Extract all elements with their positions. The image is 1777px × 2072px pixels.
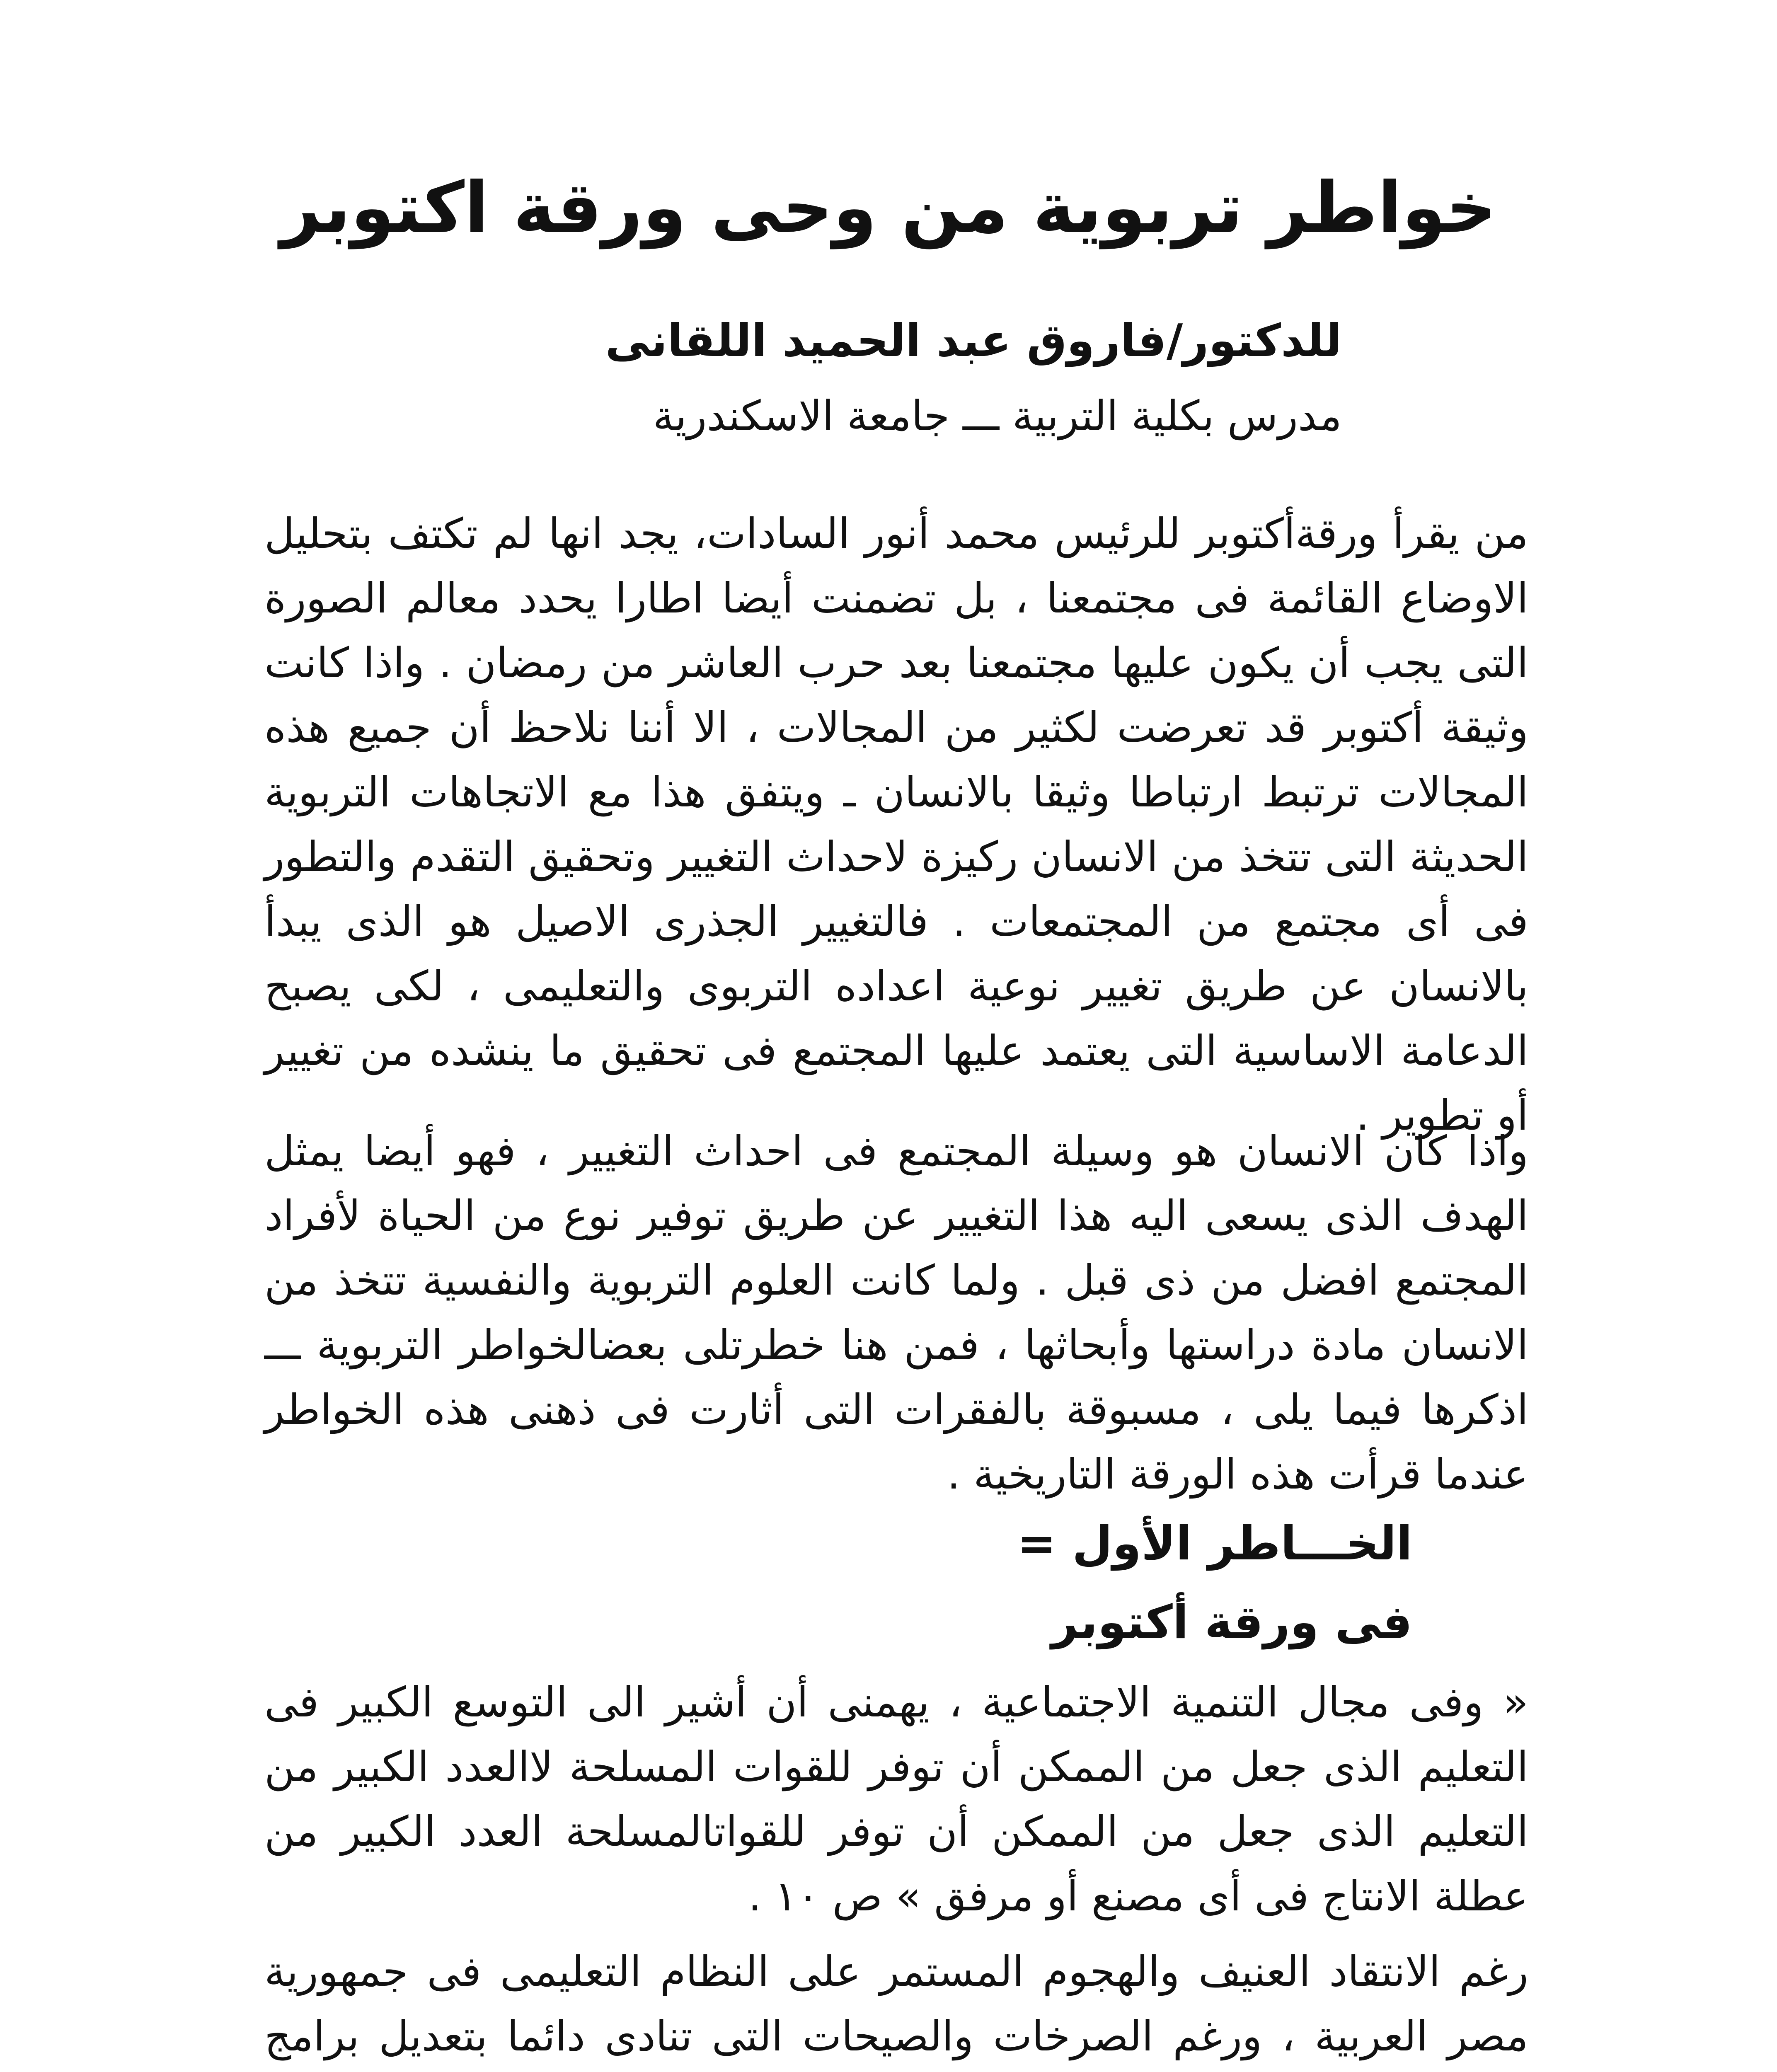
third-paragraph: رغم الانتقاد العنيف والهجوم المستمر على النظام التعليمى فى جمهورية مصر العربية ، ورغم الصرخات والصيحات التى تنادى دائما بتعديل برامج: [264, 1947, 1528, 2060]
author-affiliation: مدرس بكلية التربية ـــ جامعة الاسكندرية: [653, 392, 1342, 440]
author-name: للدكتور/فاروق عبد الحميد اللقانى: [605, 315, 1342, 367]
second-paragraph: واذا كان الانسان هو وسيلة المجتمع فى احداث التغيير ، فهو أيضا يمثل الهدف الذى يسعى اليه هذا التغيير عن طريق توفير نوع من الحياة لأفراد المجتمع افضل من ذى قبل . ولما كانت العلوم التربوية والنفسية تتخذ من الانسان مادة دراستها وأبحاثها ، فمن هنا خطرتلى بعضالخواطر التربوية ـــ اذكرها فيما يلى ، مسبوقة بالفقرات التى أثارت فى ذهنى هذه الخواطر عندما قرأت هذه الورقة التاريخية .: [264, 1127, 1528, 1498]
section-subheading: فى ورقة أكتوبر: [1051, 1595, 1412, 1649]
section-heading: الخـــاطر الأول =: [1017, 1517, 1412, 1571]
document-title: خواطر تربوية من وحى ورقة اكتوبر: [280, 167, 1497, 249]
intro-paragraph: من يقرأ ورقةأكتوبر للرئيس محمد أنور السادات، يجد انها لم تكتف بتحليل الاوضاع القائمة فى مجتمعنا ، بل تضمنت أيضا اطارا يحدد معالم الصورة التى يجب أن يكون عليها مجتمعنا بعد حرب العاشر من رمضان . واذا كانت وثيقة أكتوبر قد تعرضت لكثير من المجالات ، الا أننا نلاحظ أن جميع هذه المجالات ترتبط ارتباطا وثيقا بالانسان ـ ويتفق هذا مع الاتجاهات التربوية الحديثة التى تتخذ من الانسان ركيزة لاحداث التغيير وتحقيق التقدم والتطور فى أى مجتمع من المجتمعات . فالتغيير الجذرى الاصيل هو الذى يبدأ بالانسان عن طريق تغيير نوعية اعداده التربوى والتعليمى ، لكى يصبح الدعامة الاساسية التى يعتمد عليها المجتمع فى تحقيق ما ينشده من تغيير أو تطوير .: [264, 509, 1528, 1140]
quoted-excerpt: « وفى مجال التنمية الاجتماعية ، يهمنى أن أشير الى التوسع الكبير فى التعليم الذى جعل من الممكن أن توفر للقوات المسلحة لاالعدد الكبير من التعليم الذى جعل من الممكن أن توفر للقواتالمسلحة العدد الكبير من عطلة الانتاج فى أى مصنع أو مرفق » ص ١٠ .: [264, 1678, 1528, 1920]
